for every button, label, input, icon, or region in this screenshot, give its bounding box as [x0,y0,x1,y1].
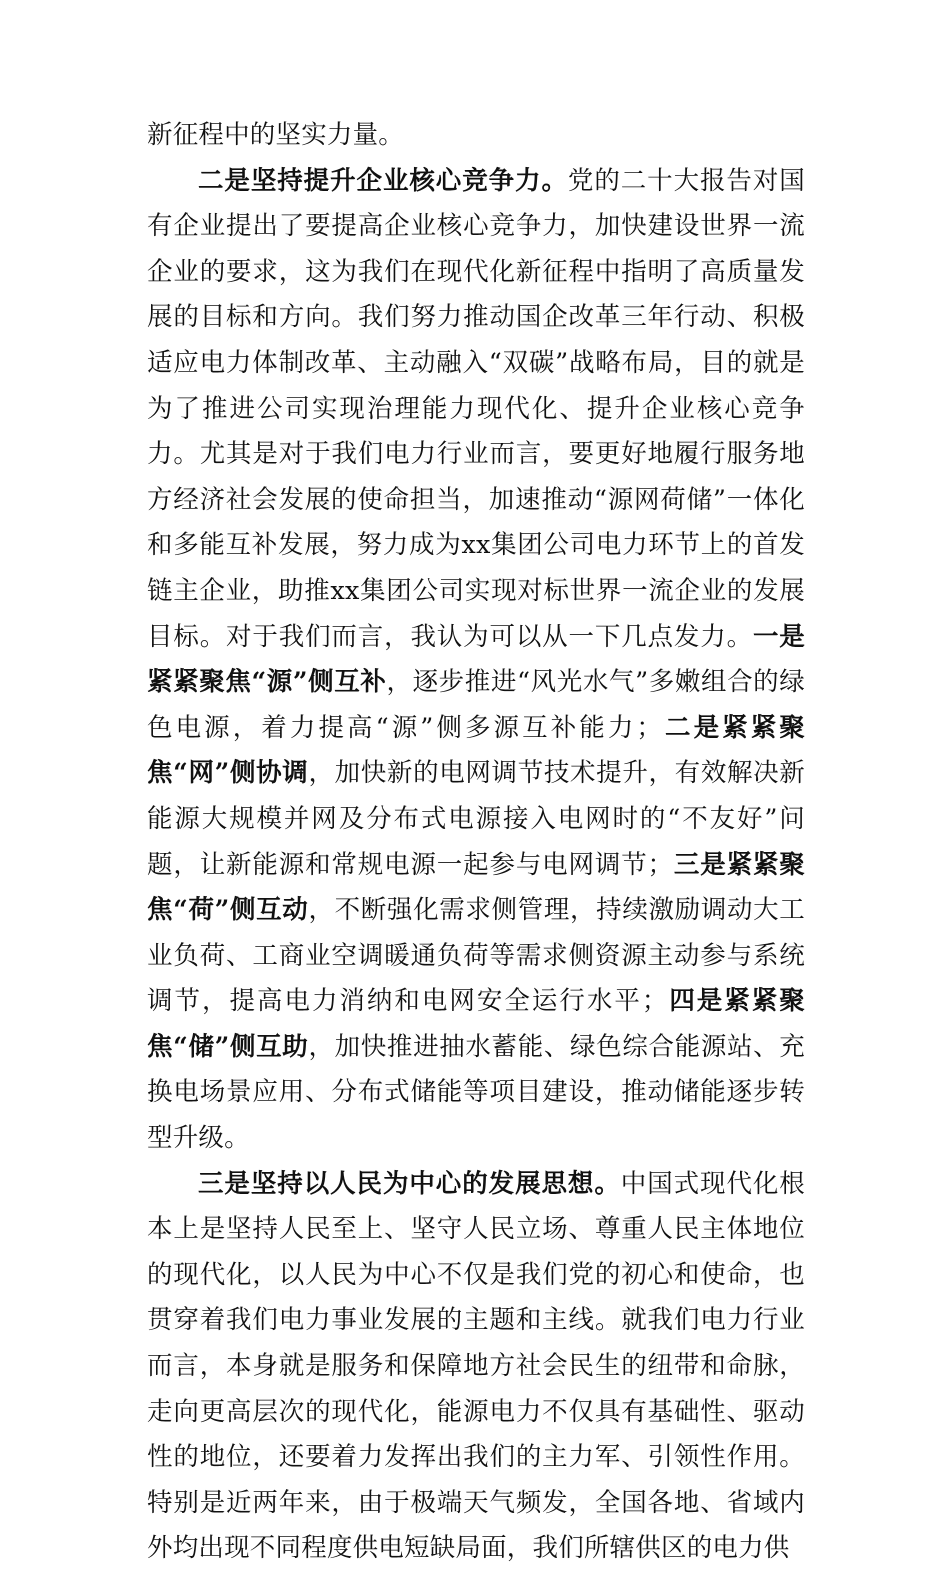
paragraph-3-text: 中国式现代化根本上是坚持人民至上、坚守人民立场、尊重人民主体地位的现代化，以人民为中心不仅是我们党的初心和使命，也贯穿着我们电力事业发展的主题和主线。就我们电力行业而言，本身就是服务和保障地方社会民生的纽带和命脉，走向更高层次的现代化，能源电力不仅具有基础性、驱动性的地位，还要着力发挥出我们的主力军、引领性作用。特别是近两年来，由于极端天气频发，全国各地、省域内外均出现不同程度供电短缺局面，我们所辖供区的电力供 [147,1168,806,1564]
point-4-text: ，加快推进抽水蓄能、绿色综合能源站、充换电场景应用、分布式储能等项目建设，推动储能逐步转型升级。 [147,1031,805,1154]
paragraph-1-text: 新征程中的坚实力量。 [147,120,405,150]
point-3-heading: 三是紧紧聚焦“荷”侧互动 [147,849,805,926]
point-3-text: ，不断强化需求侧管理，持续激励调动大工业负荷、工商业空调暖通负荷等需求侧资源主动参与系统调节，提高电力消纳和电网安全运行水平； [147,895,805,1017]
paragraph-2 [147,159,805,1162]
point-1-text: ，逐步推进“风光水气”多嫩组合的绿色电源，着力提高“源”侧多源互补能力； [147,667,805,743]
paragraph-3 [147,1162,805,1572]
point-4-heading: 四是紧紧聚焦“储”侧互助 [147,986,805,1062]
paragraph-1 [147,113,805,159]
paragraph-2-text-1: 党的二十大报告对国有企业提出了要提高企业核心竞争力，加快建设世界一流企业的要求，这为我们在现代化新征程中指明了高质量发展的目标和方向。我们努力推动国企改革三年行动、积极适应电力体制改革、主动融入“双碳”战略布局，目的就是为了推进公司实现治理能力现代化、提升企业核心竞争力。尤其是对于我们电力行业而言，要更好地履行服务地方经济社会发展的使命担当，加速推动“源网荷储”一体化和多能互补发展，努力成为xx集团公司电力环节上的首发链主企业，助推xx集团公司实现对标世界一流企业的发展目标。对于我们而言，我认为可以从一下几点发力。 [147,165,805,652]
point-1-heading: 一是紧紧聚焦“源”侧互补 [147,621,805,698]
paragraph-3-heading: 三是坚持以人民为中心的发展思想。 [198,1168,621,1199]
point-2-text: ，加快新的电网调节技术提升，有效解决新能源大规模并网及分布式电源接入电网时的“不友好”问题，让新能源和常规电源一起参与电网调节； [147,758,805,880]
paragraph-2-heading: 二是坚持提升企业核心竞争力。 [198,165,568,196]
point-2-heading: 二是紧紧聚焦“网”侧协调 [147,712,805,789]
document-page [147,113,805,1572]
